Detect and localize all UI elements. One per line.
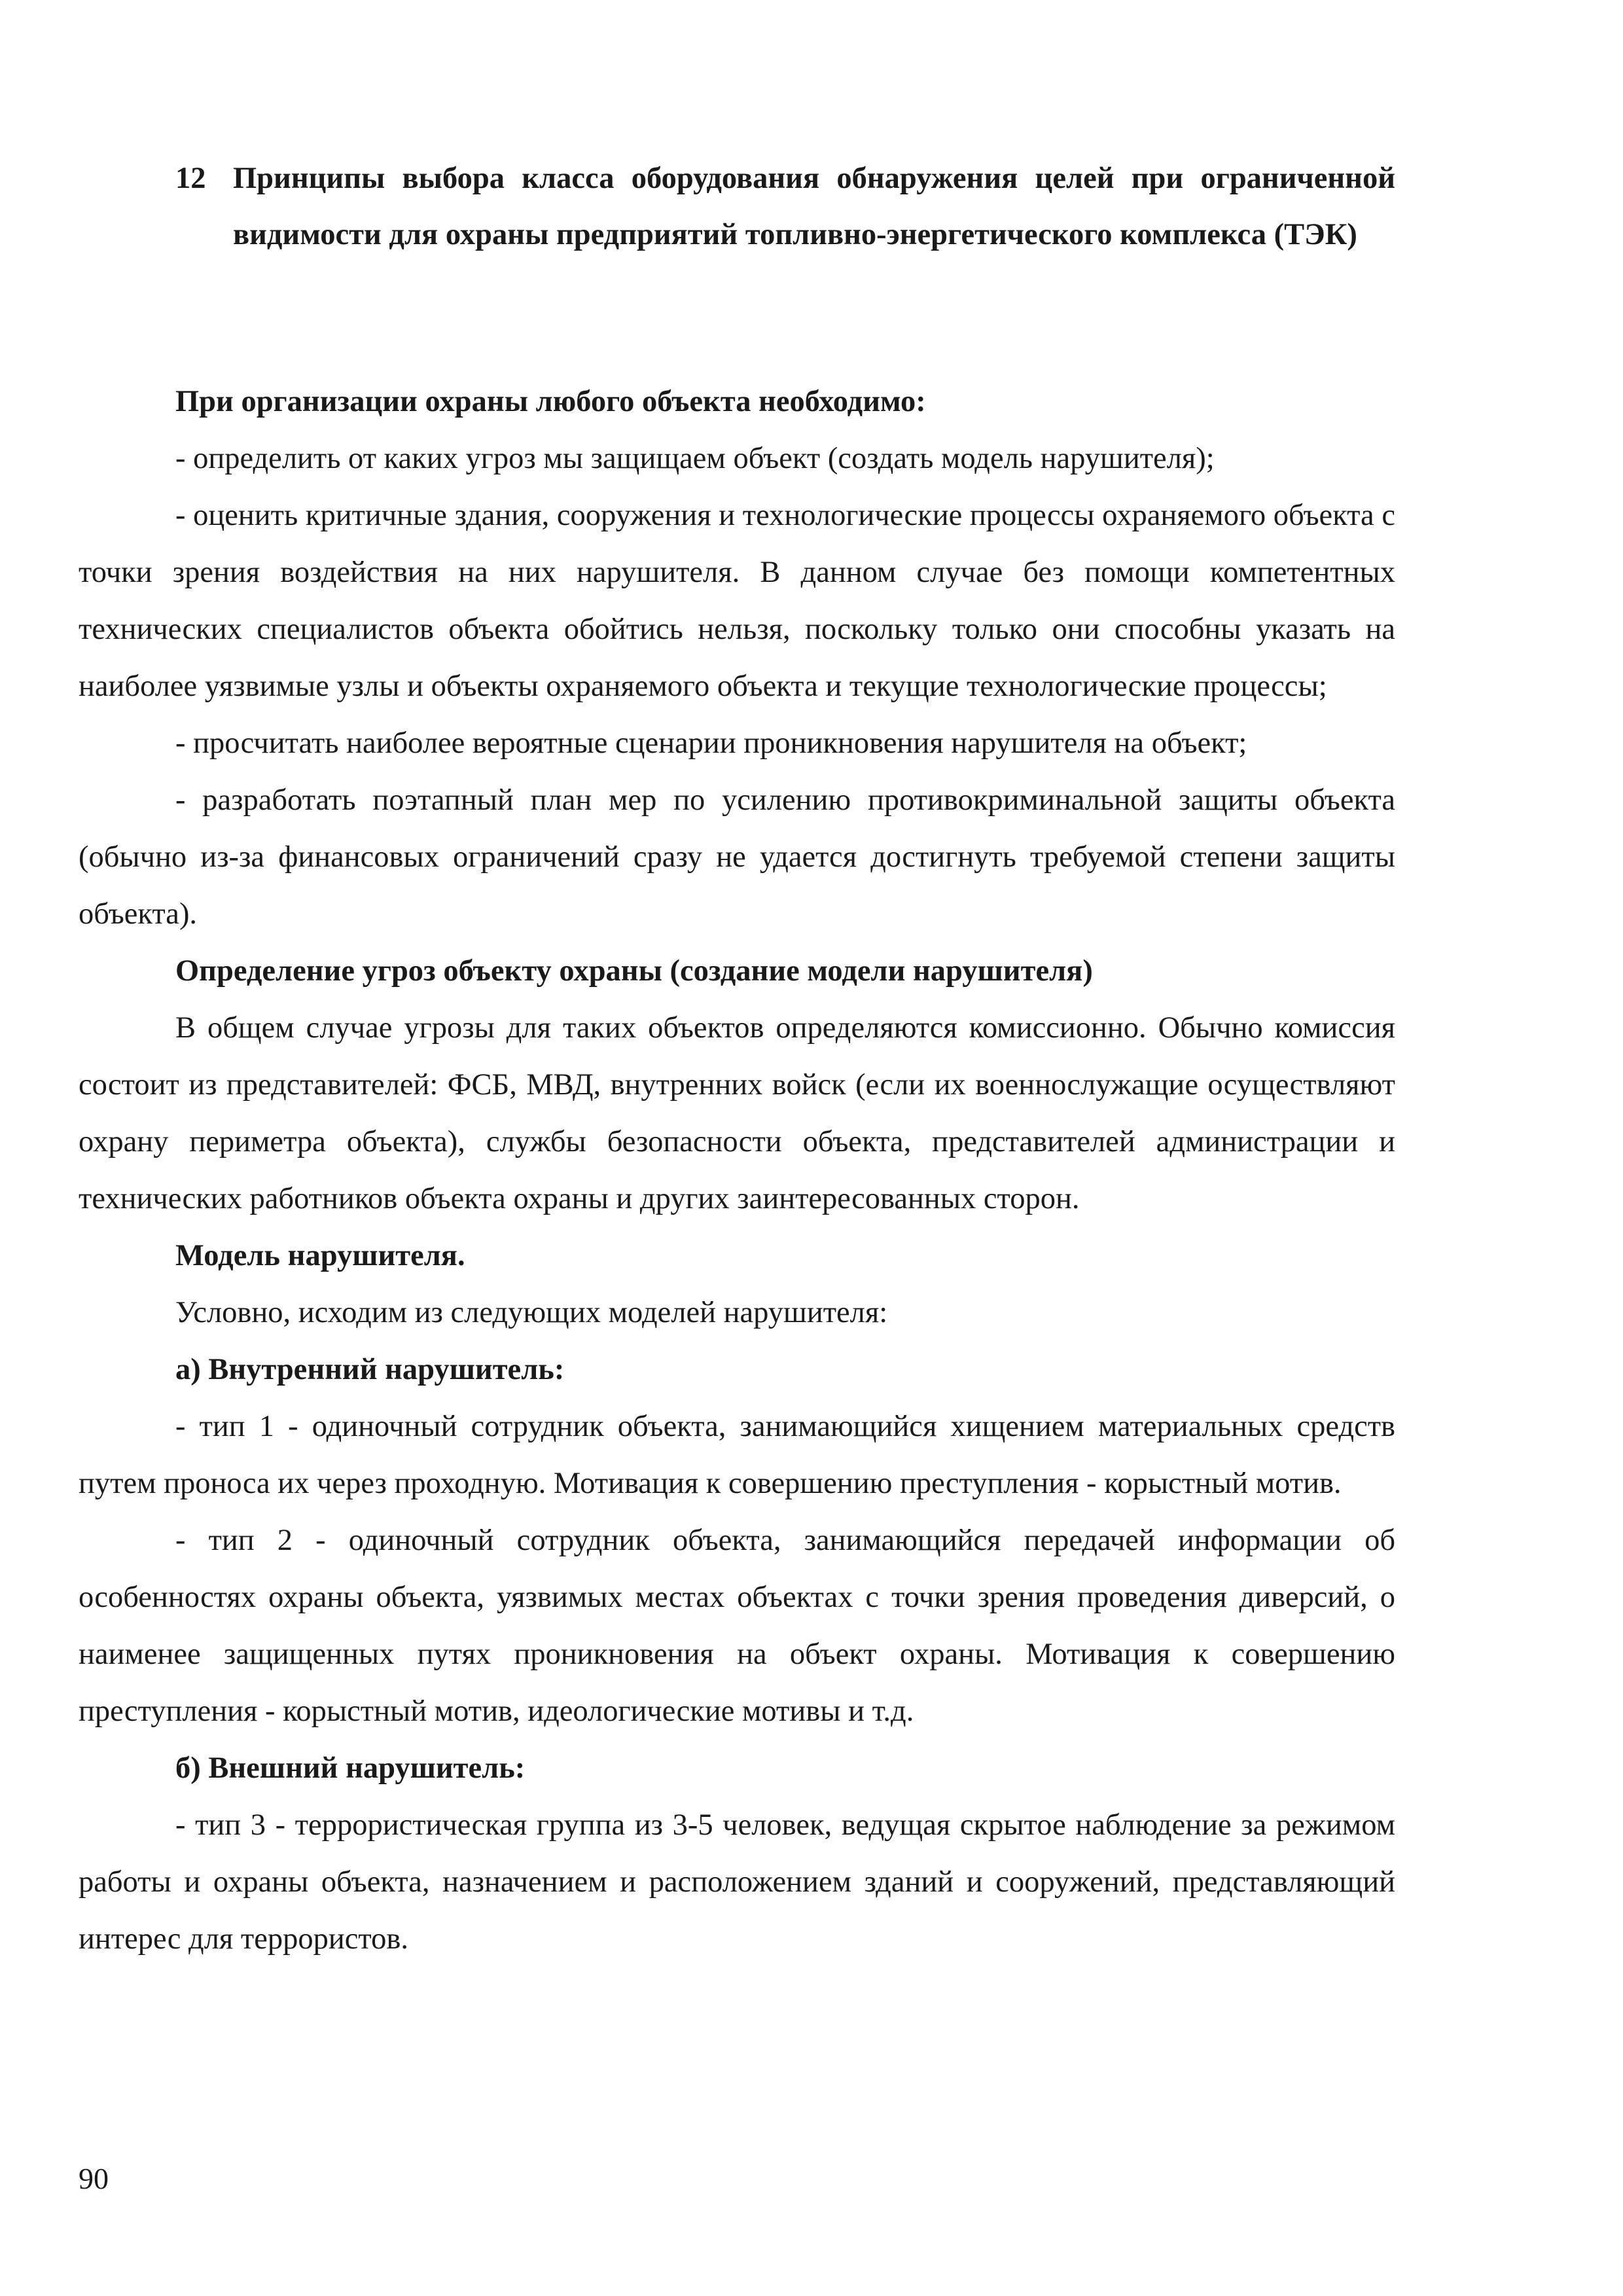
paragraph-intruder-model-title: Модель нарушителя.: [175, 1239, 465, 1272]
paragraph-internal-intruder-title: а) Внутренний нарушитель:: [175, 1353, 565, 1386]
paragraph-assess-critical: - оценить критичные здания, сооружения и технологические процессы охраняемого объекта с точки зрения воздействия на них нарушителя. В данном случае без помощи компетентных технических специалистов объекта обойтись нельзя, поскольку только они способны указать на наиболее уязвимые узлы и объекты охраняемого объекта и текущие технологические процессы;: [79, 499, 1395, 703]
paragraph-models-intro: Условно, исходим из следующих моделей нарушителя:: [175, 1296, 888, 1329]
document-body: [79, 373, 1395, 1967]
paragraph-develop-plan: - разработать поэтапный план мер по усилению противокриминальной защиты объекта (обычно из-за финансовых ограничений сразу не удается достигнуть требуемой степени защиты объекта).: [79, 783, 1395, 931]
paragraph-external-intruder-title: б) Внешний нарушитель:: [175, 1751, 526, 1785]
paragraph-type-3: - тип 3 - террористическая группа из 3-5 человек, ведущая скрытое наблюдение за режимом работы и охраны объекта, назначением и расположением зданий и сооружений, представляющий интерес для террористов.: [79, 1808, 1395, 1956]
paragraph-define-threats: - определить от каких угроз мы защищаем объект (создать модель нарушителя);: [175, 442, 1215, 475]
section-heading: [175, 151, 1395, 263]
paragraph-type-2: - тип 2 - одиночный сотрудник объекта, занимающийся передачей информации об особенностях охраны объекта, уязвимых местах объектах с точки зрения проведения диверсий, о наименее защищенных путях проникновения на объект охраны. Мотивация к совершению преступления - корыстный мотив, идеологические мотивы и т.д.: [79, 1524, 1395, 1728]
paragraph-organization-title: При организации охраны любого объекта необходимо:: [175, 385, 926, 418]
paragraph-threat-definition-title: Определение угроз объекту охраны (создание модели нарушителя): [175, 954, 1093, 988]
paragraph-type-1: - тип 1 - одиночный сотрудник объекта, занимающийся хищением материальных средств путем проноса их через проходную. Мотивация к совершению преступления - корыстный мотив.: [79, 1410, 1395, 1500]
page-number: 90: [79, 2162, 109, 2195]
paragraph-commission: В общем случае угрозы для таких объектов определяются комиссионно. Обычно комиссия состоит из представителей: ФСБ, МВД, внутренних войск (если их военнослужащие осуществляют охрану периметра объекта), службы безопасности объекта, представителей администрации и технических работников объекта охраны и других заинтересованных сторон.: [79, 1011, 1395, 1215]
section-title: Принципы выбора класса оборудования обнаружения целей при ограниченной видимости для охраны предприятий топливно-энергетического комплекса (ТЭК): [233, 162, 1395, 251]
paragraph-calculate-scenarios: - просчитать наиболее вероятные сценарии проникновения нарушителя на объект;: [175, 726, 1247, 760]
section-number: 12: [175, 162, 206, 195]
